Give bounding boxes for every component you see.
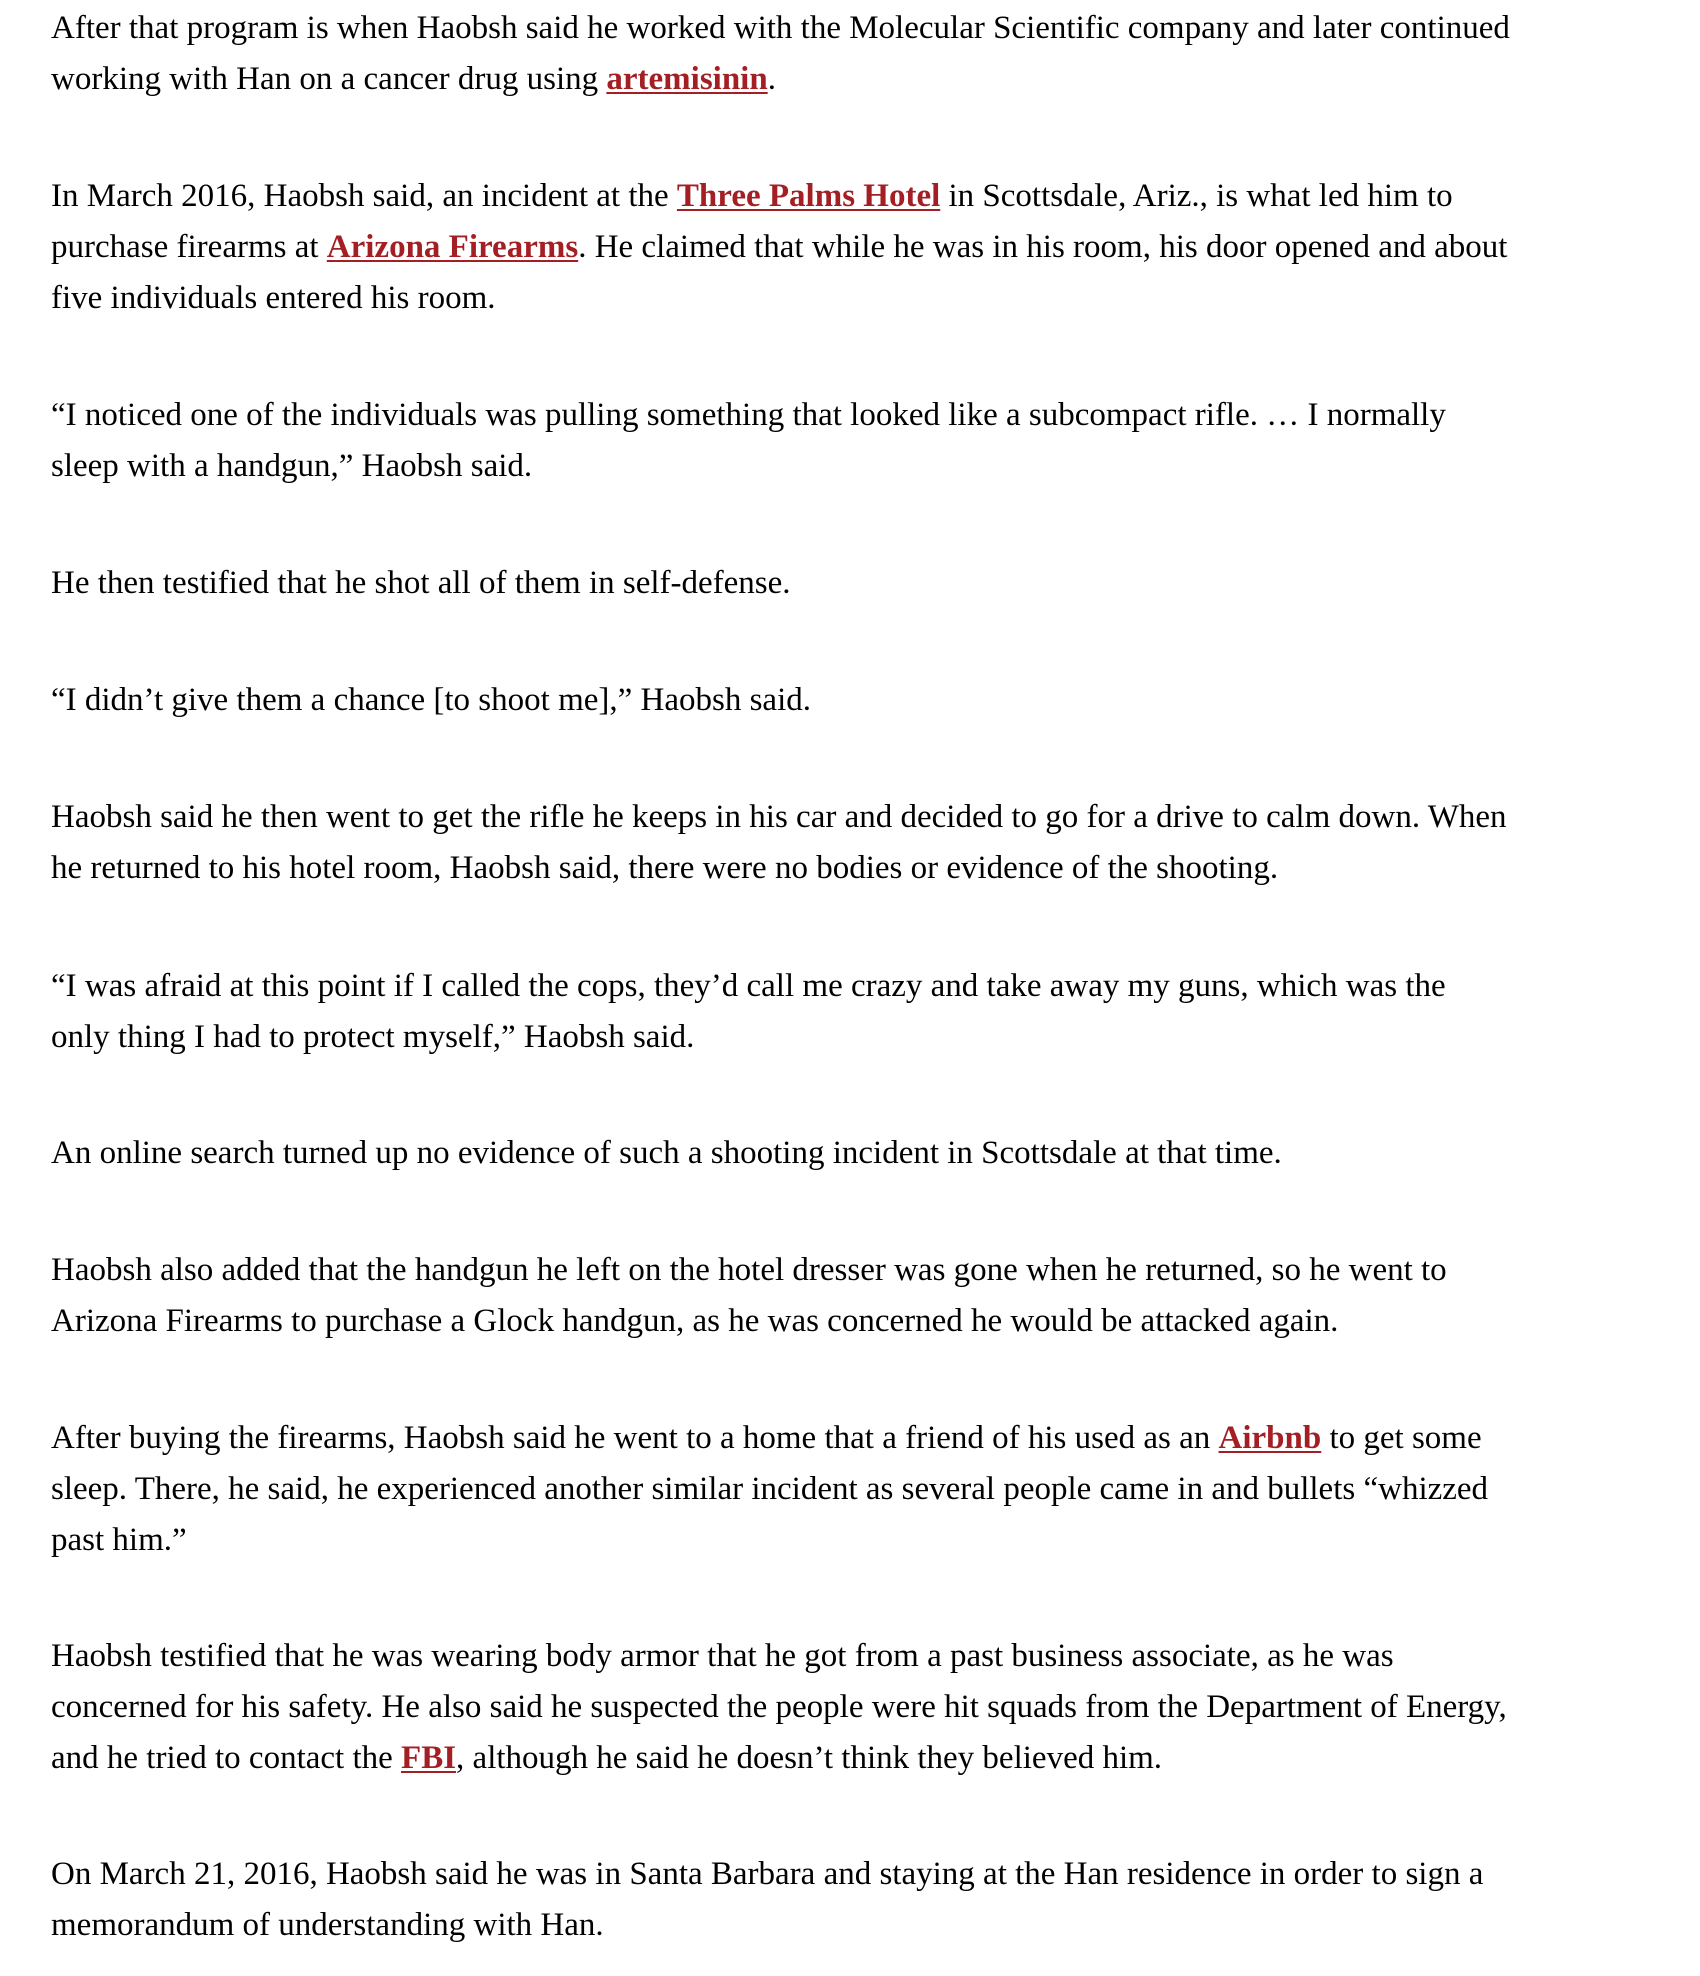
- paragraph-3: [51, 390, 1671, 492]
- link-airbnb[interactable]: Airbnb: [1218, 1420, 1322, 1456]
- paragraph-line: sleep. There, he said, he experienced another similar incident as several people came in and bullets “whizzed: [51, 1471, 1489, 1507]
- paragraph-12: [51, 1849, 1671, 1951]
- paragraph-line: After that program is when Haobsh said he worked with the Molecular Scientific company and later continued: [51, 10, 1510, 46]
- link-artemisinin[interactable]: artemisinin: [606, 61, 768, 97]
- paragraph-line: On March 21, 2016, Haobsh said he was in Santa Barbara and staying at the Han residence in order to sign a: [51, 1856, 1484, 1892]
- paragraph-6: [51, 792, 1671, 894]
- paragraph-line: “I was afraid at this point if I called the cops, they’d call me crazy and take away my guns, which was the: [51, 968, 1446, 1004]
- paragraph-line: memorandum of understanding with Han.: [51, 1907, 604, 1943]
- paragraph-7: [51, 961, 1671, 1063]
- paragraph-line: he returned to his hotel room, Haobsh said, there were no bodies or evidence of the shooting.: [51, 850, 1279, 886]
- paragraph-2: [51, 171, 1671, 324]
- paragraph-line: sleep with a handgun,” Haobsh said.: [51, 448, 533, 484]
- paragraph-line: [51, 1733, 1671, 1784]
- paragraph-line: Arizona Firearms to purchase a Glock handgun, as he was concerned he would be attacked again.: [51, 1303, 1339, 1339]
- text-run: . He claimed that while he was in his room, his door opened and about: [578, 229, 1508, 265]
- text-run: In March 2016, Haobsh said, an incident at the: [51, 178, 677, 214]
- paragraph-line: An online search turned up no evidence of such a shooting incident in Scottsdale at that time.: [51, 1135, 1282, 1171]
- paragraph-line: Haobsh testified that he was wearing body armor that he got from a past business associate, as he was: [51, 1638, 1394, 1674]
- paragraph-line: [51, 1413, 1671, 1464]
- text-run: .: [767, 61, 776, 97]
- paragraph-8: [51, 1128, 1671, 1179]
- text-run: , although he said he doesn’t think they believed him.: [456, 1740, 1163, 1776]
- text-run: in Scottsdale, Ariz., is what led him to: [940, 178, 1453, 214]
- paragraph-line: [51, 54, 1671, 105]
- paragraph-line: He then testified that he shot all of them in self-defense.: [51, 565, 791, 601]
- link-three-palms-hotel[interactable]: Three Palms Hotel: [676, 178, 941, 214]
- paragraph-line: “I didn’t give them a chance [to shoot me],” Haobsh said.: [51, 682, 811, 718]
- paragraph-1: [51, 3, 1671, 105]
- text-run: After buying the firearms, Haobsh said he went to a home that a friend of his used as an: [51, 1420, 1219, 1456]
- link-arizona-firearms[interactable]: Arizona Firearms: [326, 229, 579, 265]
- paragraph-11: [51, 1631, 1671, 1784]
- paragraph-line: concerned for his safety. He also said he suspected the people were hit squads from the Department of Energy,: [51, 1689, 1507, 1725]
- paragraph-line: five individuals entered his room.: [51, 280, 496, 316]
- text-run: and he tried to contact the: [51, 1740, 402, 1776]
- paragraph-line: “I noticed one of the individuals was pulling something that looked like a subcompact rifle. … I normally: [51, 397, 1446, 433]
- paragraph-line: past him.”: [51, 1522, 187, 1558]
- paragraph-line: [51, 171, 1671, 222]
- link-fbi[interactable]: FBI: [401, 1740, 457, 1776]
- text-run: purchase firearms at: [51, 229, 327, 265]
- paragraph-line: [51, 222, 1671, 273]
- text-run: working with Han on a cancer drug using: [51, 61, 607, 97]
- paragraph-line: Haobsh said he then went to get the rifle he keeps in his car and decided to go for a drive to calm down. When: [51, 799, 1507, 835]
- paragraph-9: [51, 1245, 1671, 1347]
- paragraph-5: [51, 675, 1671, 726]
- paragraph-line: Haobsh also added that the handgun he left on the hotel dresser was gone when he returned, so he went to: [51, 1252, 1447, 1288]
- paragraph-line: only thing I had to protect myself,” Haobsh said.: [51, 1019, 695, 1055]
- paragraph-10: [51, 1413, 1671, 1566]
- paragraph-4: [51, 558, 1671, 609]
- text-run: to get some: [1321, 1420, 1482, 1456]
